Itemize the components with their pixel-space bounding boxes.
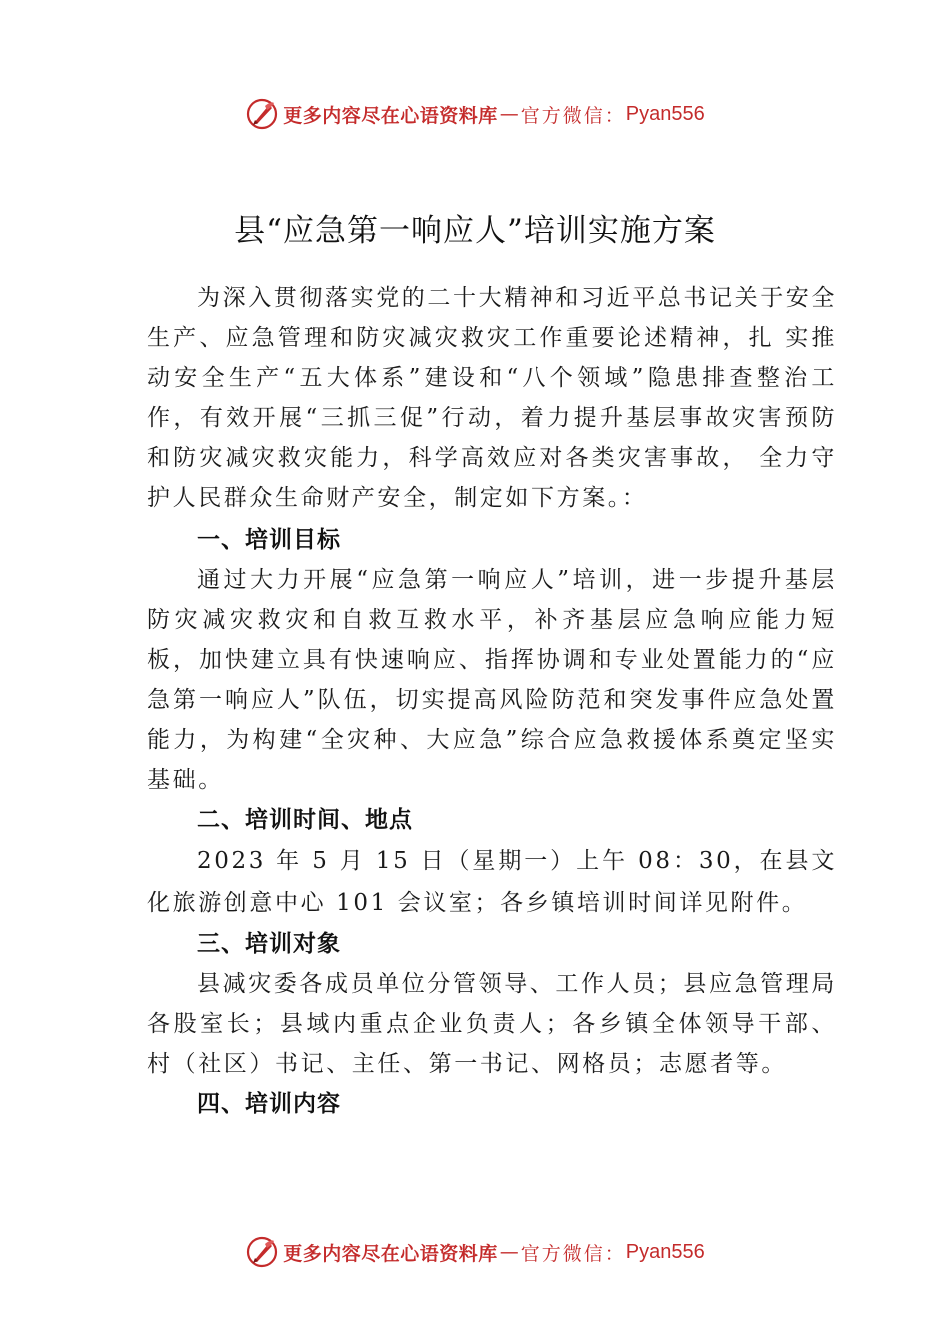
- banner-weixin-id: Pyan556: [625, 102, 705, 125]
- quill-pen-logo-icon: [245, 97, 279, 131]
- footer-banner: [0, 1232, 950, 1272]
- banner-text: 更多内容尽在心语资料库: [283, 104, 498, 127]
- document-body: [147, 278, 837, 1124]
- section-text-time-place: 2023 年 5 月 15 日（星期一）上午 08：30，在县文化旅游创意中心 101 会议室；各乡镇培训时间详见附件。: [147, 848, 837, 916]
- section-heading-content: 四、培训内容: [197, 1091, 341, 1117]
- banner-dash: —: [499, 103, 519, 125]
- section-text-goals: 通过大力开展“应急第一响应人”培训，进一步提升基层防灾减灾救灾和自救互救水平，补齐基层应急响应能力短板，加快建立具有快速响应、指挥协调和专业处置能力的“应急第一响应人”队伍，切实提高风险防范和突发事件应急处置能力，为构建“全灾种、大应急”综合应急救援体系奠定坚实基础。: [147, 567, 837, 793]
- intro-paragraph: 为深入贯彻落实党的二十大精神和习近平总书记关于安全生产、应急管理和防灾减灾救灾工作重要论述精神，扎 实推动安全生产“五大体系”建设和“八个领域”隐患排查整治工作，有效开展“三抓三促”行动，着力提升基层事故灾害预防和防灾减灾救灾能力，科学高效应对各类灾害事故， 全力守护人民群众生命财产安全，制定如下方案。：: [147, 285, 837, 511]
- section-text-audience: 县减灾委各成员单位分管领导、工作人员；县应急管理局各股室长；县域内重点企业负责人；各乡镇全体领导干部、村（社区）书记、主任、第一书记、网格员；志愿者等。: [147, 971, 837, 1077]
- quill-pen-logo-icon: [245, 1235, 279, 1269]
- header-banner: [0, 94, 950, 134]
- section-heading-goals: 一、培训目标: [197, 527, 341, 553]
- section-heading-time-place: 二、培训时间、地点: [197, 807, 413, 833]
- banner-weixin-id: Pyan556: [625, 1240, 705, 1263]
- section-heading-audience: 三、培训对象: [197, 931, 341, 957]
- banner-text: 更多内容尽在心语资料库: [283, 1242, 498, 1265]
- banner-weixin-label: 官方微信：: [520, 1242, 626, 1265]
- document-title: 县“应急第一响应人”培训实施方案: [234, 212, 716, 249]
- banner-dash: —: [499, 1241, 519, 1263]
- banner-weixin-label: 官方微信：: [520, 104, 626, 127]
